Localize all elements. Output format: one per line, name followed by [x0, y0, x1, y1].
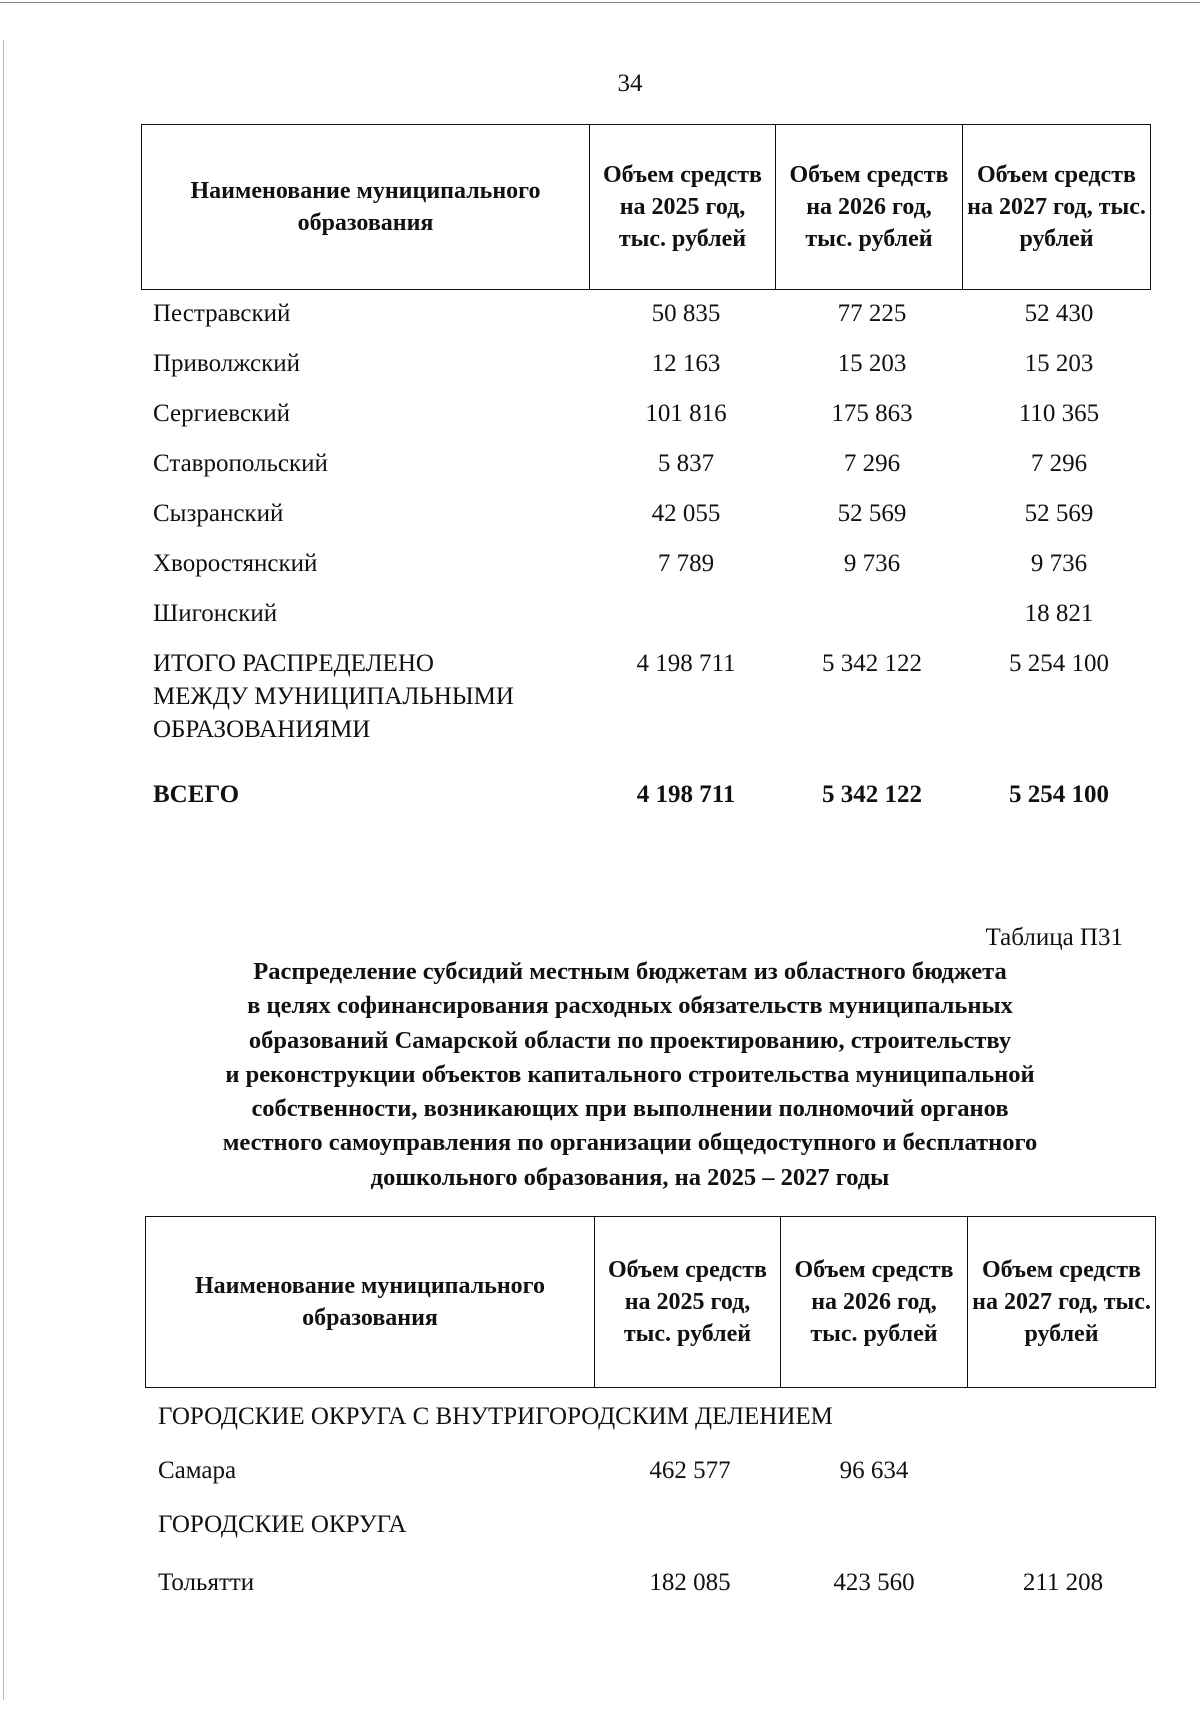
value-2027: 52 569 — [1024, 500, 1094, 527]
row-name: Приволжский — [153, 350, 301, 377]
value-2026: 9 736 — [843, 550, 901, 577]
value-2027: 7 296 — [1030, 450, 1088, 477]
row-name: Ставропольский — [153, 450, 328, 477]
scan-left-line — [3, 40, 4, 1700]
table2-header — [145, 1216, 1156, 1388]
row-name: Самара — [158, 1457, 237, 1484]
row-name: Сызранский — [153, 500, 284, 527]
total-label: ВСЕГО — [153, 781, 240, 808]
value-2025: 42 055 — [651, 500, 721, 527]
section-label: ГОРОДСКИЕ ОКРУГА — [158, 1511, 407, 1538]
value-2026: 96 634 — [839, 1457, 909, 1484]
total-2025: 4 198 711 — [636, 781, 736, 808]
value-2027: 9 736 — [1030, 550, 1088, 577]
value-2027: 52 430 — [1024, 300, 1094, 327]
header-2025: Объем средств на 2025 год, тыс. рублей — [595, 1217, 781, 1388]
title-line: местного самоуправления по организации общедоступного и бесплатного — [222, 1129, 1038, 1157]
table1-header — [141, 124, 1151, 290]
value-2025: 462 577 — [649, 1457, 731, 1484]
value-2026: 77 225 — [837, 300, 907, 327]
title-line: дошкольного образования, на 2025 – 2027 годы — [370, 1163, 890, 1191]
header-name: Наименование муниципального образования — [142, 125, 590, 290]
row-name: Шигонский — [153, 600, 278, 627]
header-2025: Объем средств на 2025 год, тыс. рублей — [590, 125, 776, 290]
title-line: в целях софинансирования расходных обязательств муниципальных — [247, 992, 1013, 1020]
itogo-label — [153, 647, 514, 746]
header-2026: Объем средств на 2026 год, тыс. рублей — [776, 125, 963, 290]
value-2026: 423 560 — [833, 1569, 915, 1596]
itogo-2025: 4 198 711 — [636, 650, 736, 677]
value-2027: 110 365 — [1018, 400, 1100, 427]
value-2025: 12 163 — [651, 350, 721, 377]
value-2025: 101 816 — [645, 400, 727, 427]
value-2026: 7 296 — [843, 450, 901, 477]
itogo-2027: 5 254 100 — [1009, 650, 1109, 677]
title-line: собственности, возникающих при выполнении полномочий органов — [251, 1095, 1009, 1123]
value-2026: 15 203 — [837, 350, 907, 377]
header-2027: Объем средств на 2027 год, тыс. рублей — [963, 125, 1151, 290]
value-2025: 50 835 — [651, 300, 721, 327]
row-name: Хворостянский — [153, 550, 318, 577]
scan-top-line — [0, 2, 1200, 3]
table-label: Таблица П31 — [985, 924, 1123, 951]
title-line: образований Самарской области по проектированию, строительству — [248, 1026, 1012, 1054]
row-name: Пестравский — [153, 300, 291, 327]
value-2027: 18 821 — [1024, 600, 1094, 627]
row-name: Сергиевский — [153, 400, 290, 427]
title-line: Распределение субсидий местным бюджетам из областного бюджета — [253, 958, 1007, 985]
itogo-label-line: МЕЖДУ МУНИЦИПАЛЬНЫМИ — [153, 683, 514, 710]
row-name: Тольятти — [158, 1569, 255, 1596]
page-number: 34 — [617, 70, 643, 97]
value-2026: 52 569 — [837, 500, 907, 527]
value-2025: 182 085 — [649, 1569, 731, 1596]
value-2025: 5 837 — [657, 450, 715, 477]
total-2026: 5 342 122 — [822, 781, 922, 808]
title-line: и реконструкции объектов капитального строительства муниципальной — [225, 1060, 1035, 1088]
section-label: ГОРОДСКИЕ ОКРУГА С ВНУТРИГОРОДСКИМ ДЕЛЕНИЕМ — [158, 1403, 833, 1430]
header-2027: Объем средств на 2027 год, тыс. рублей — [968, 1217, 1156, 1388]
header-name: Наименование муниципального образования — [146, 1217, 595, 1388]
table-title — [150, 955, 1110, 1195]
value-2027: 15 203 — [1024, 350, 1094, 377]
itogo-label-line: ИТОГО РАСПРЕДЕЛЕНО — [153, 650, 434, 677]
itogo-label-line: ОБРАЗОВАНИЯМИ — [153, 716, 371, 743]
header-2026: Объем средств на 2026 год, тыс. рублей — [781, 1217, 968, 1388]
total-2027: 5 254 100 — [1009, 781, 1109, 808]
itogo-2026: 5 342 122 — [822, 650, 922, 677]
value-2025: 7 789 — [657, 550, 715, 577]
value-2026: 175 863 — [831, 400, 913, 427]
value-2027: 211 208 — [1022, 1569, 1104, 1596]
